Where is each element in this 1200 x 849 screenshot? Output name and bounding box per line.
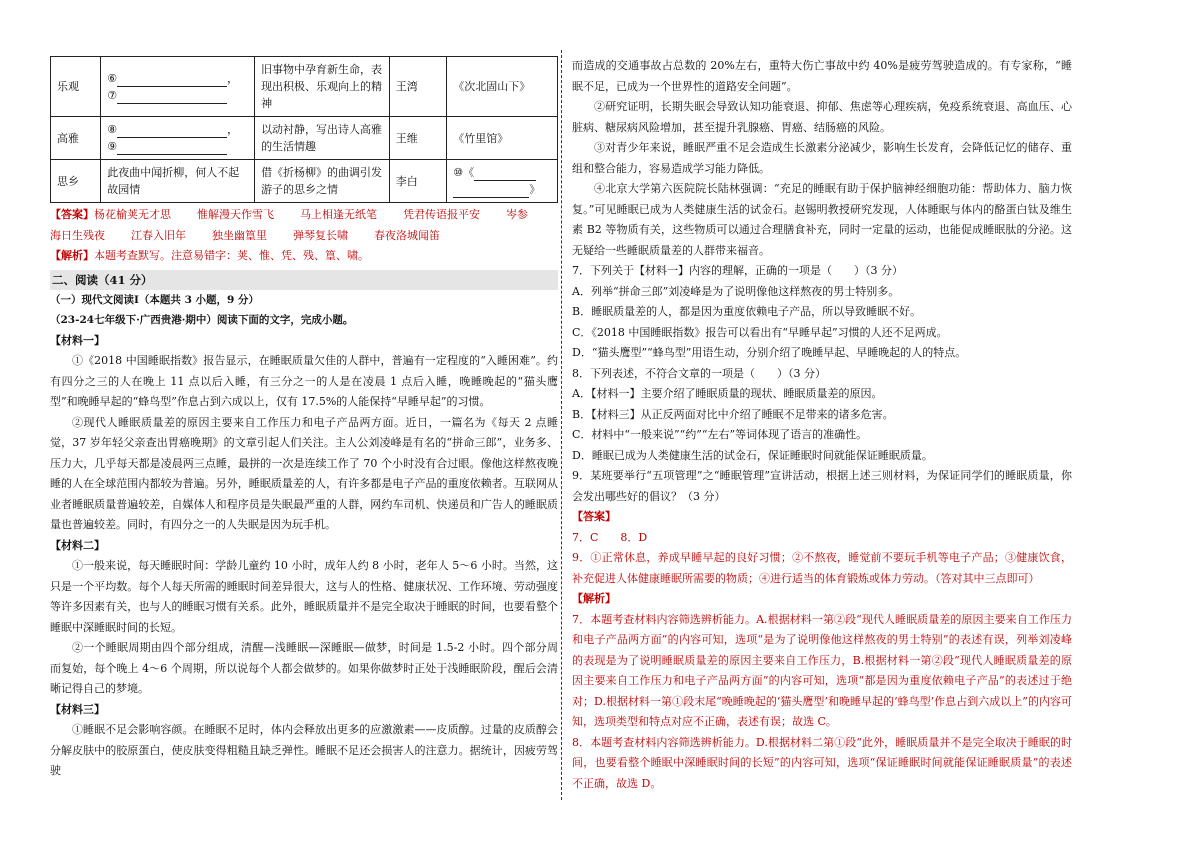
category-cell: 乐观 [51,57,101,117]
author-cell: 王湾 [389,57,447,117]
option: C．材料中“一般来说”“约”“左右”等词体现了语言的准确性。 [572,428,868,441]
option: B．睡眠质量差的人，都是因为重度依赖电子产品，所以导致睡眠不好。 [572,305,922,318]
subsection-title: （一）现代文阅读Ⅰ（本题共 3 小题，9 分） [50,293,259,306]
work-cell: 《次北固山下》 [447,57,558,117]
option: C．《2018 中国睡眠指数》报告可以看出有“早睡早起”习惯的人还不足两成。 [572,325,948,339]
poem-table [50,56,558,203]
section-title: 二、阅读（41 分） [50,270,558,290]
question-source: （23-24七年级下·广西贵港·期中）阅读下面的文字，完成小题。 [50,314,354,327]
line-cell: 此夜曲中闻折柳，何人不起故园情 [101,160,255,203]
desc-cell: 旧事物中孕育新生命，表现出积极、乐观向上的精神 [255,57,390,117]
author-cell: 王维 [389,117,447,160]
blank-cell: ⑥ ， ⑦ [101,57,255,117]
fill-blank[interactable] [117,143,227,155]
fill-blank[interactable] [117,126,227,138]
material-label: 【材料二】 [50,538,105,552]
answer-text: 7．C 8．D [572,530,648,544]
question-stem: 9．某班要举行“五项管理”之“睡眠管理”宣讲活动，根据上述三则材料，为保证同学们的睡眠质量，你会发出哪些好的倡议？（3 分） [572,469,1072,503]
paragraph: ①《2018 中国睡眠指数》报告显示，在睡眠质量欠佳的人群中，普遍有一定程度的“入睡困难”。约有四分之三的人在晚上 11 点以后入睡，有三分之一的人是在凌晨 1 点后入睡，晚睡晚起的“猫头鹰型”和晚睡早起的“蜂鸟型”作息占到六成以上，仅有 17.5%的人能保持“早睡早起”的习惯。 [50,354,558,409]
option: B．【材料三】从正反两面对比中介绍了睡眠不足带来的诸多危害。 [572,407,894,421]
paragraph: ②现代人睡眠质量差的原因主要来自工作压力和电子产品两方面。近日，一篇名为《每天 2 点睡觉，37 岁年轻父亲查出胃癌晚期》的文章引起人们关注。主人公刘凌峰是有名的“拼命三郎”，业务多、压力大，几乎每天都是凌晨两三点睡，最拼的一次是连续工作了 70 个小时没有合过眼。像他这样熬夜晚睡的人在全球范围内都较为普遍。另外，睡眠质量差的人，有许多都是电子产品的重度依赖者。互联网从业者睡眠质量普遍较差，自媒体人和程序员是失眠最严重的人群，网约车司机、快递员和广告人的睡眠质量也普遍较差。同时，有四分之一的人失眠是因为玩手机。 [50,415,558,532]
fill-blank[interactable] [117,92,227,104]
table-row [51,160,558,203]
paragraph: ②研究证明，长期失眠会导致认知功能衰退、抑郁、焦虑等心理疾病，免疫系统衰退、高血压、心脏病、糖尿病风险增加，甚至提升乳腺癌、胃癌、结肠癌的风险。 [572,100,1072,134]
answer-label: 【答案】 [572,510,616,523]
work-cell: 《竹里馆》 [447,117,558,160]
work-cell: ⑩《 》 [447,160,558,203]
left-column [50,56,558,782]
answer-text: 9．①正常休息，养成早睡早起的良好习惯；②不熬夜，睡觉前不要玩手机等电子产品；③健康饮食，补充促进人体健康睡眠所需要的物质；④进行适当的体育锻炼或体力劳动。（答对其中三点即可） [572,551,1072,585]
desc-cell: 以动衬静，写出诗人高雅的生活情趣 [255,117,390,160]
desc-cell: 借《折杨柳》的曲调引发游子的思乡之情 [255,160,390,203]
material-label: 【材料三】 [50,702,105,716]
analysis-poems: 【解析】本题考查默写。注意易错字：荚、惟、凭、残、篁、啸。 [50,249,369,263]
category-cell: 高雅 [51,117,101,160]
right-column [572,56,1072,794]
paragraph: ①睡眠不足会影响容颜。在睡眠不足时，体内会释放出更多的应激激素——皮质醇。过量的皮质醇会分解皮肤中的胶原蛋白，使皮肤变得粗糙且缺乏弹性。睡眠不足还会损害人的注意力。据统计，因疲劳驾驶 [50,723,558,778]
paragraph: ③对青少年来说，睡眠严重不足会造成生长激素分泌减少，影响生长发育，会降低记忆的储存、重组和整合能力，容易造成学习能力降低。 [572,141,1072,175]
blank-cell: ⑧ ， ⑨ [101,117,255,160]
author-cell: 李白 [389,160,447,203]
question-stem: 7．下列关于【材料一】内容的理解，正确的一项是（ ）（3 分） [572,264,903,277]
paragraph: ④北京大学第六医院院长陆林强调：“充足的睡眠有助于保护脑神经细胞功能：帮助体力、脑力恢复。”可见睡眠已成为人类健康生活的试金石。赵锡明教授研究发现，人体睡眠与体内的酪蛋白钛及维生素 B2 等物质有关，这些物质可以通过合理膳食补充，同时一定量的运动，也能促成睡眠肽的分泌。这无疑给一些睡眠质量差的人群带来福音。 [572,182,1072,257]
analysis-text: 7．本题考查材料内容筛选辨析能力。A.根据材料一第②段“现代人睡眠质量差的原因主要来自工作压力和电子产品两方面”的内容可知，选项“是为了说明像他这样熬夜的男士特别”的表述有误，列举刘凌峰的表现是为了说明睡眠质量差的原因主要来自工作压力，B.根据材料一第②段“现代人睡眠质量差的原因主要来自工作压力和电子产品两方面”的内容可知，选项“都是因为重度依赖电子产品”的表述过于绝对；D.根据材料一第①段末尾“晚睡晚起的‘猫头鹰型’和晚睡早起的‘蜂鸟型’作息占到六成以上”的内容可知，选项类型和特点对应不正确，表述有误；故选 C。 [572,612,1072,728]
question-stem: 8．下列表述，不符合文章的一项是（ ）（3 分） [572,366,826,380]
fill-blank[interactable] [453,186,529,198]
paragraph: ②一个睡眠周期由四个部分组成，清醒—浅睡眠—深睡眠—做梦，时间是 1.5-2 小时。四个部分周而复始，每个晚上 4～6 个周期，所以说每个人都会做梦的。如果你做梦时正处于浅睡眠阶段，醒后会清晰记得自己的梦境。 [50,641,558,696]
category-cell: 思乡 [51,160,101,203]
option: A．【材料一】主要介绍了睡眠质量的现状、睡眠质量差的原因。 [572,387,883,400]
analysis-text: 8．本题考查材料内容筛选辨析能力。D.根据材料二第①段“此外，睡眠质量并不是完全取决于睡眠的时间，也要看整个睡眠中深睡眠时间的长短”的内容可知，选项“保证睡眠时间就能保证睡眠质量”的表述不正确，故选 D。 [572,735,1072,790]
column-divider [561,50,562,800]
fill-blank[interactable] [117,75,227,87]
paragraph: ①一般来说，每天睡眠时间：学龄儿童约 10 小时，成年人约 8 小时，老年人 5～6 小时。当然，这只是一个平均数。每个人每天所需的睡眠时间差异很大，这与人的性格、健康状况、工作环境、劳动强度等许多因素有关，也与人的睡眠习惯有关系。此外，睡眠质量并不是完全取决于睡眠的时间，也要看整个睡眠中深睡眠时间的长短。 [50,559,558,634]
table-row [51,117,558,160]
option: D．睡眠已成为人类健康生活的试金石，保证睡眠时间就能保证睡眠质量。 [572,448,933,462]
option: D．“猫头鹰型”“蜂鸟型”用语生动，分别介绍了晚睡早起、早睡晚起的人的特点。 [572,346,967,359]
option: A．列举“拼命三郎”刘凌峰是为了说明像他这样熬夜的男士特别多。 [572,284,900,298]
fill-blank[interactable] [474,169,536,181]
paragraph: 而造成的交通事故占总数的 20%左右，重特大伤亡事故中约 40%是疲劳驾驶造成的。有专家称，“睡眠不足，已成为一个世界性的道路安全问题”。 [572,59,1072,93]
answer-poems: 【答案】杨花榆荚无才思 惟解漫天作雪飞 马上相逢无纸笔 凭君传语报平安 岑参 海日生残夜 江春入旧年 独坐幽篁里 弹琴复长啸 春夜洛城闻笛 [50,208,528,242]
material-label: 【材料一】 [50,333,105,347]
analysis-label: 【解析】 [572,592,616,605]
table-row [51,57,558,117]
